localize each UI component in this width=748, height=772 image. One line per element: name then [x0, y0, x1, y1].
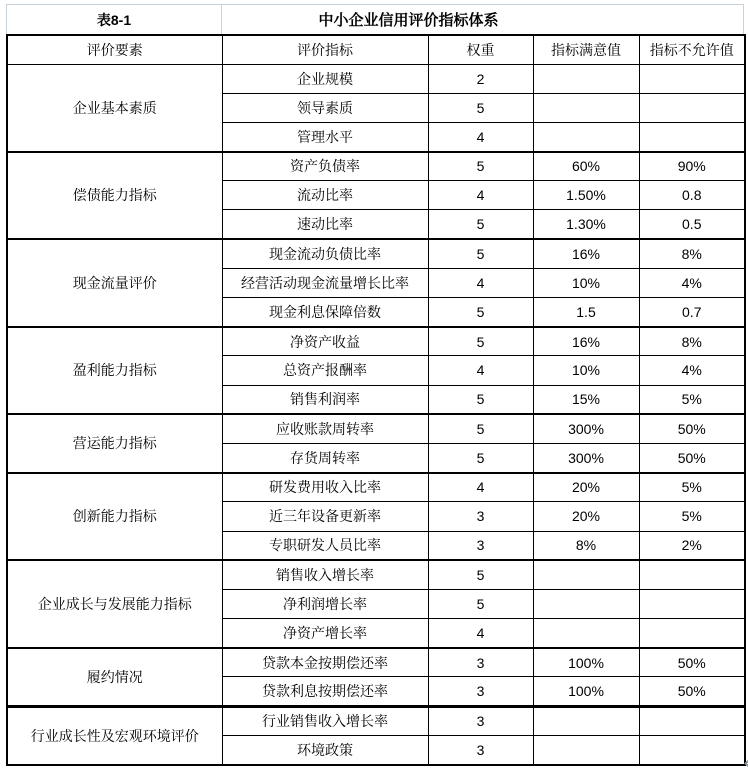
indicator-cell: 经营活动现金流量增长比率 — [222, 268, 428, 297]
indicator-cell: 销售收入增长率 — [222, 560, 428, 589]
not-allowed-value-cell — [639, 706, 745, 735]
satisfactory-value-cell: 60% — [533, 152, 639, 181]
indicator-cell: 企业规模 — [222, 64, 428, 93]
table-row — [7, 152, 745, 181]
not-allowed-value-cell — [639, 619, 745, 648]
weight-cell: 3 — [428, 706, 533, 735]
indicator-cell: 现金利息保障倍数 — [222, 298, 428, 327]
not-allowed-value-cell — [639, 560, 745, 589]
indicator-cell: 流动比率 — [222, 181, 428, 210]
weight-cell: 2 — [428, 64, 533, 93]
weight-cell: 5 — [428, 385, 533, 414]
not-allowed-value-cell: 50% — [639, 414, 745, 443]
weight-cell: 5 — [428, 327, 533, 356]
not-allowed-value-cell — [639, 735, 745, 764]
indicator-cell: 存货周转率 — [222, 443, 428, 472]
not-allowed-value-cell — [639, 122, 745, 151]
table-row — [7, 648, 745, 677]
factor-cell: 创新能力指标 — [7, 473, 222, 561]
indicator-cell: 总资产报酬率 — [222, 356, 428, 385]
weight-cell: 4 — [428, 122, 533, 151]
weight-cell: 4 — [428, 619, 533, 648]
indicator-cell: 现金流动负债比率 — [222, 239, 428, 268]
table-row — [7, 560, 745, 589]
satisfactory-value-cell: 15% — [533, 385, 639, 414]
satisfactory-value-cell — [533, 560, 639, 589]
indicator-cell: 净资产增长率 — [222, 619, 428, 648]
table-caption-row — [6, 4, 744, 34]
table-number-label: 表8-1 — [7, 5, 222, 34]
table-row — [7, 239, 745, 268]
factor-cell: 偿债能力指标 — [7, 152, 222, 240]
not-allowed-value-cell: 5% — [639, 473, 745, 502]
satisfactory-value-cell — [533, 706, 639, 735]
satisfactory-value-cell: 1.30% — [533, 210, 639, 239]
weight-cell: 4 — [428, 268, 533, 297]
satisfactory-value-cell: 1.5 — [533, 298, 639, 327]
table-row — [7, 327, 745, 356]
weight-cell: 5 — [428, 589, 533, 618]
column-header-3: 指标满意值 — [533, 35, 639, 64]
not-allowed-value-cell: 0.8 — [639, 181, 745, 210]
weight-cell: 5 — [428, 210, 533, 239]
factor-cell: 营运能力指标 — [7, 414, 222, 472]
indicator-cell: 速动比率 — [222, 210, 428, 239]
indicator-cell: 行业销售收入增长率 — [222, 706, 428, 735]
factor-cell: 企业成长与发展能力指标 — [7, 560, 222, 648]
satisfactory-value-cell: 16% — [533, 239, 639, 268]
satisfactory-value-cell — [533, 589, 639, 618]
indicator-cell: 研发费用收入比率 — [222, 473, 428, 502]
not-allowed-value-cell: 0.5 — [639, 210, 745, 239]
not-allowed-value-cell — [639, 589, 745, 618]
indicator-cell: 贷款本金按期偿还率 — [222, 648, 428, 677]
header-row — [7, 35, 745, 64]
indicator-cell: 贷款利息按期偿还率 — [222, 677, 428, 706]
satisfactory-value-cell — [533, 64, 639, 93]
not-allowed-value-cell: 5% — [639, 502, 745, 531]
weight-cell: 3 — [428, 502, 533, 531]
satisfactory-value-cell: 100% — [533, 677, 639, 706]
not-allowed-value-cell: 2% — [639, 531, 745, 560]
indicator-cell: 资产负债率 — [222, 152, 428, 181]
not-allowed-value-cell: 50% — [639, 443, 745, 472]
not-allowed-value-cell: 4% — [639, 268, 745, 297]
weight-cell: 5 — [428, 298, 533, 327]
indicator-cell: 环境政策 — [222, 735, 428, 764]
weight-cell: 3 — [428, 531, 533, 560]
column-header-4: 指标不允许值 — [639, 35, 745, 64]
factor-cell: 盈利能力指标 — [7, 327, 222, 415]
satisfactory-value-cell — [533, 735, 639, 764]
indicator-cell: 销售利润率 — [222, 385, 428, 414]
column-header-1: 评价指标 — [222, 35, 428, 64]
weight-cell: 5 — [428, 560, 533, 589]
not-allowed-value-cell: 50% — [639, 648, 745, 677]
table-body — [7, 64, 745, 765]
table-row — [7, 473, 745, 502]
satisfactory-value-cell: 1.50% — [533, 181, 639, 210]
indicator-cell: 领导素质 — [222, 93, 428, 122]
satisfactory-value-cell: 300% — [533, 414, 639, 443]
satisfactory-value-cell: 100% — [533, 648, 639, 677]
satisfactory-value-cell: 20% — [533, 473, 639, 502]
indicator-cell: 专职研发人员比率 — [222, 531, 428, 560]
not-allowed-value-cell — [639, 93, 745, 122]
factor-cell: 企业基本素质 — [7, 64, 222, 152]
satisfactory-value-cell: 10% — [533, 356, 639, 385]
satisfactory-value-cell — [533, 619, 639, 648]
table-row — [7, 414, 745, 443]
weight-cell: 5 — [428, 152, 533, 181]
table-row — [7, 706, 745, 735]
credit-evaluation-table — [6, 34, 746, 766]
satisfactory-value-cell: 8% — [533, 531, 639, 560]
not-allowed-value-cell: 90% — [639, 152, 745, 181]
not-allowed-value-cell: 8% — [639, 239, 745, 268]
factor-cell: 现金流量评价 — [7, 239, 222, 327]
satisfactory-value-cell — [533, 93, 639, 122]
weight-cell: 3 — [428, 677, 533, 706]
weight-cell: 5 — [428, 239, 533, 268]
weight-cell: 5 — [428, 414, 533, 443]
satisfactory-value-cell — [533, 122, 639, 151]
table-title: 中小企业信用评价指标体系 — [318, 12, 499, 29]
not-allowed-value-cell: 8% — [639, 327, 745, 356]
indicator-cell: 净资产收益 — [222, 327, 428, 356]
not-allowed-value-cell: 4% — [639, 356, 745, 385]
weight-cell: 5 — [428, 443, 533, 472]
satisfactory-value-cell: 300% — [533, 443, 639, 472]
indicator-cell: 净利润增长率 — [222, 589, 428, 618]
factor-cell: 行业成长性及宏观环境评价 — [7, 706, 222, 764]
weight-cell: 4 — [428, 473, 533, 502]
table-row — [7, 64, 745, 93]
not-allowed-value-cell: 0.7 — [639, 298, 745, 327]
satisfactory-value-cell: 10% — [533, 268, 639, 297]
weight-cell: 5 — [428, 93, 533, 122]
not-allowed-value-cell — [639, 64, 745, 93]
factor-cell: 履约情况 — [7, 648, 222, 706]
weight-cell: 3 — [428, 735, 533, 764]
satisfactory-value-cell: 16% — [533, 327, 639, 356]
weight-cell: 4 — [428, 356, 533, 385]
indicator-cell: 应收账款周转率 — [222, 414, 428, 443]
weight-cell: 4 — [428, 181, 533, 210]
satisfactory-value-cell: 20% — [533, 502, 639, 531]
column-header-0: 评价要素 — [7, 35, 222, 64]
indicator-cell: 近三年设备更新率 — [222, 502, 428, 531]
weight-cell: 3 — [428, 648, 533, 677]
not-allowed-value-cell: 50% — [639, 677, 745, 706]
not-allowed-value-cell: 5% — [639, 385, 745, 414]
column-header-2: 权重 — [428, 35, 533, 64]
indicator-cell: 管理水平 — [222, 122, 428, 151]
